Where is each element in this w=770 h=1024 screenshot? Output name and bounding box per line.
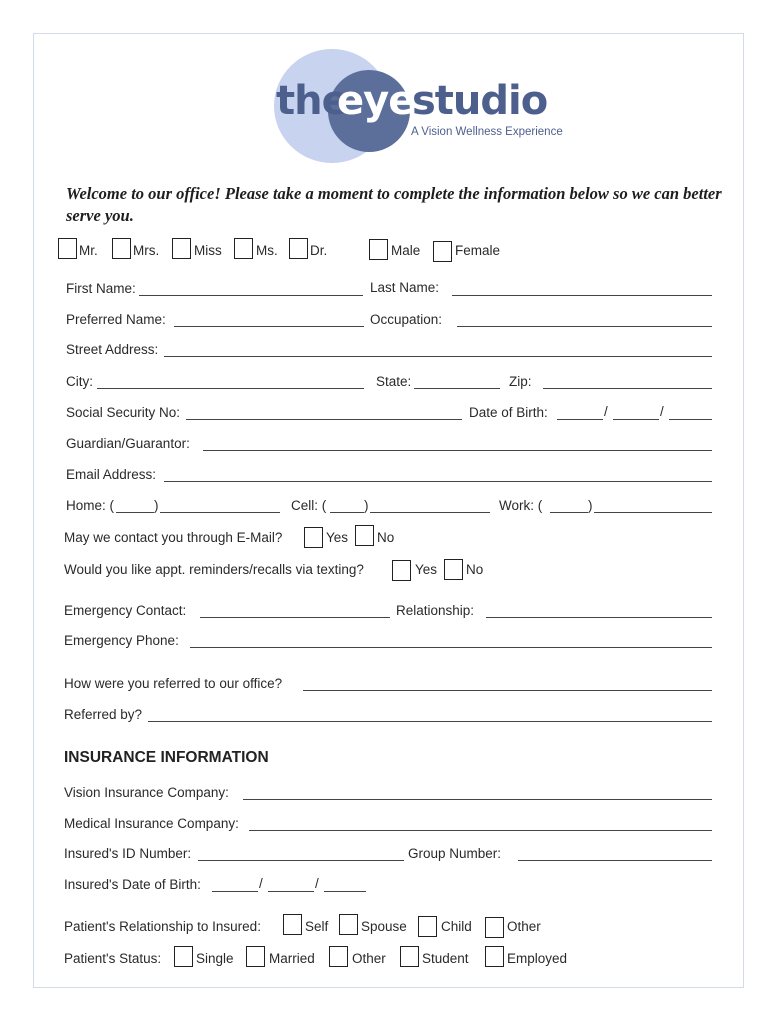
label-home-phone: Home: ( [66, 498, 115, 513]
checkbox-married[interactable] [246, 946, 265, 967]
label-dob: Date of Birth: [469, 405, 548, 420]
label-spouse: Spouse [361, 919, 407, 934]
checkbox-dr[interactable] [289, 238, 308, 259]
label-female: Female [455, 243, 501, 258]
checkbox-texting-yes[interactable] [392, 560, 411, 581]
label-male: Male [391, 243, 421, 258]
insured-dob-slash-2: / [315, 876, 319, 891]
checkbox-relationship-other[interactable] [485, 917, 504, 938]
emergency-phone-field[interactable] [190, 647, 712, 648]
dob-slash-2: / [660, 404, 664, 419]
home-area-code-field[interactable] [116, 512, 154, 513]
dob-day-field[interactable] [613, 419, 659, 420]
checkbox-child[interactable] [418, 916, 437, 937]
label-mrs: Mrs. [133, 243, 160, 258]
label-employed: Employed [507, 951, 568, 966]
insured-dob-slash-1: / [259, 876, 263, 891]
checkbox-single[interactable] [174, 946, 193, 967]
label-miss: Miss [194, 243, 222, 258]
label-ms: Ms. [256, 243, 278, 258]
label-preferred-name: Preferred Name: [66, 312, 166, 327]
work-paren-close: ) [588, 498, 593, 513]
logo-word-studio: studio [412, 78, 548, 124]
cell-paren-close: ) [364, 498, 369, 513]
referral-field[interactable] [303, 690, 712, 691]
label-emergency-contact: Emergency Contact: [64, 603, 187, 618]
label-dr: Dr. [310, 243, 328, 258]
dob-slash-1: / [604, 404, 608, 419]
label-texting: Would you like appt. reminders/recalls via texting? [64, 562, 364, 577]
label-referral-question: How were you referred to our office? [64, 676, 283, 691]
home-phone-field[interactable] [160, 512, 280, 513]
street-address-field[interactable] [164, 356, 712, 357]
checkbox-status-other[interactable] [329, 946, 348, 967]
welcome-text: Welcome to our office! Please take a moment to complete the information below so we can better serve you. [66, 184, 722, 225]
medical-insurance-field[interactable] [249, 830, 712, 831]
logo-word-eye: eye [337, 78, 415, 124]
relationship-field[interactable] [486, 617, 712, 618]
cell-phone-field[interactable] [370, 512, 490, 513]
label-ssn: Social Security No: [66, 405, 181, 420]
label-relationship-other: Other [507, 919, 541, 934]
label-married: Married [269, 951, 315, 966]
checkbox-spouse[interactable] [339, 914, 358, 935]
label-street-address: Street Address: [66, 342, 159, 357]
group-number-field[interactable] [518, 860, 712, 861]
label-vision-insurance: Vision Insurance Company: [64, 785, 229, 800]
checkbox-email-no[interactable] [355, 525, 374, 546]
label-status-other: Other [352, 951, 386, 966]
label-patient-status: Patient's Status: [64, 951, 162, 966]
city-field[interactable] [97, 388, 364, 389]
label-single: Single [196, 951, 234, 966]
label-relationship-to-insured: Patient's Relationship to Insured: [64, 919, 261, 934]
cell-area-code-field[interactable] [330, 512, 364, 513]
checkbox-texting-no[interactable] [444, 559, 463, 580]
label-medical-insurance: Medical Insurance Company: [64, 816, 239, 831]
label-guardian: Guardian/Guarantor: [66, 436, 190, 451]
label-self: Self [305, 919, 329, 934]
referred-by-field[interactable] [148, 721, 712, 722]
ssn-field[interactable] [186, 419, 462, 420]
vision-insurance-field[interactable] [243, 799, 712, 800]
insured-id-field[interactable] [198, 860, 404, 861]
checkbox-miss[interactable] [172, 238, 191, 259]
checkbox-ms[interactable] [234, 238, 253, 259]
label-work-phone: Work: ( [499, 498, 543, 513]
checkbox-employed[interactable] [485, 946, 504, 967]
dob-year-field[interactable] [669, 419, 712, 420]
insurance-section-title: INSURANCE INFORMATION [64, 749, 269, 766]
label-city: City: [66, 374, 93, 389]
label-first-name: First Name: [66, 281, 136, 296]
insured-dob-day-field[interactable] [268, 891, 314, 892]
home-paren-close: ) [154, 498, 159, 513]
label-student: Student [422, 951, 469, 966]
label-insured-dob: Insured's Date of Birth: [64, 877, 201, 892]
label-texting-yes: Yes [415, 562, 438, 577]
label-cell-phone: Cell: ( [291, 498, 327, 513]
preferred-name-field[interactable] [174, 326, 364, 327]
zip-field[interactable] [543, 388, 712, 389]
label-state: State: [376, 374, 412, 389]
state-field[interactable] [414, 388, 500, 389]
form-page [33, 33, 744, 988]
checkbox-self[interactable] [283, 914, 302, 935]
label-contact-email: May we contact you through E-Mail? [64, 530, 283, 545]
emergency-contact-field[interactable] [200, 617, 390, 618]
label-email-no: No [377, 530, 395, 545]
label-zip: Zip: [509, 374, 532, 389]
label-relationship: Relationship: [396, 603, 475, 618]
label-emergency-phone: Emergency Phone: [64, 633, 179, 648]
checkbox-male[interactable] [369, 239, 388, 260]
first-name-field[interactable] [139, 295, 363, 296]
checkbox-email-yes[interactable] [304, 527, 323, 548]
label-mr: Mr. [79, 243, 98, 258]
insured-dob-year-field[interactable] [324, 891, 366, 892]
last-name-field[interactable] [452, 295, 712, 296]
checkbox-mrs[interactable] [112, 238, 131, 259]
label-texting-no: No [466, 562, 484, 577]
label-child: Child [441, 919, 472, 934]
dob-month-field[interactable] [557, 419, 603, 420]
logo-tagline: A Vision Wellness Experience [411, 126, 563, 138]
checkbox-student[interactable] [400, 946, 419, 967]
label-insured-id: Insured's ID Number: [64, 846, 192, 861]
label-last-name: Last Name: [370, 280, 440, 295]
checkbox-mr[interactable] [58, 238, 77, 259]
insured-dob-month-field[interactable] [212, 891, 258, 892]
occupation-field[interactable] [457, 326, 712, 327]
logo-word-the: the [276, 78, 348, 124]
guardian-field[interactable] [203, 450, 712, 451]
label-email-yes: Yes [326, 530, 349, 545]
work-phone-field[interactable] [594, 512, 712, 513]
work-area-code-field[interactable] [550, 512, 588, 513]
email-field[interactable] [164, 481, 712, 482]
label-email: Email Address: [66, 467, 157, 482]
checkbox-female[interactable] [433, 241, 452, 262]
label-referred-by: Referred by? [64, 707, 143, 722]
label-occupation: Occupation: [370, 312, 443, 327]
label-group-number: Group Number: [408, 846, 502, 861]
